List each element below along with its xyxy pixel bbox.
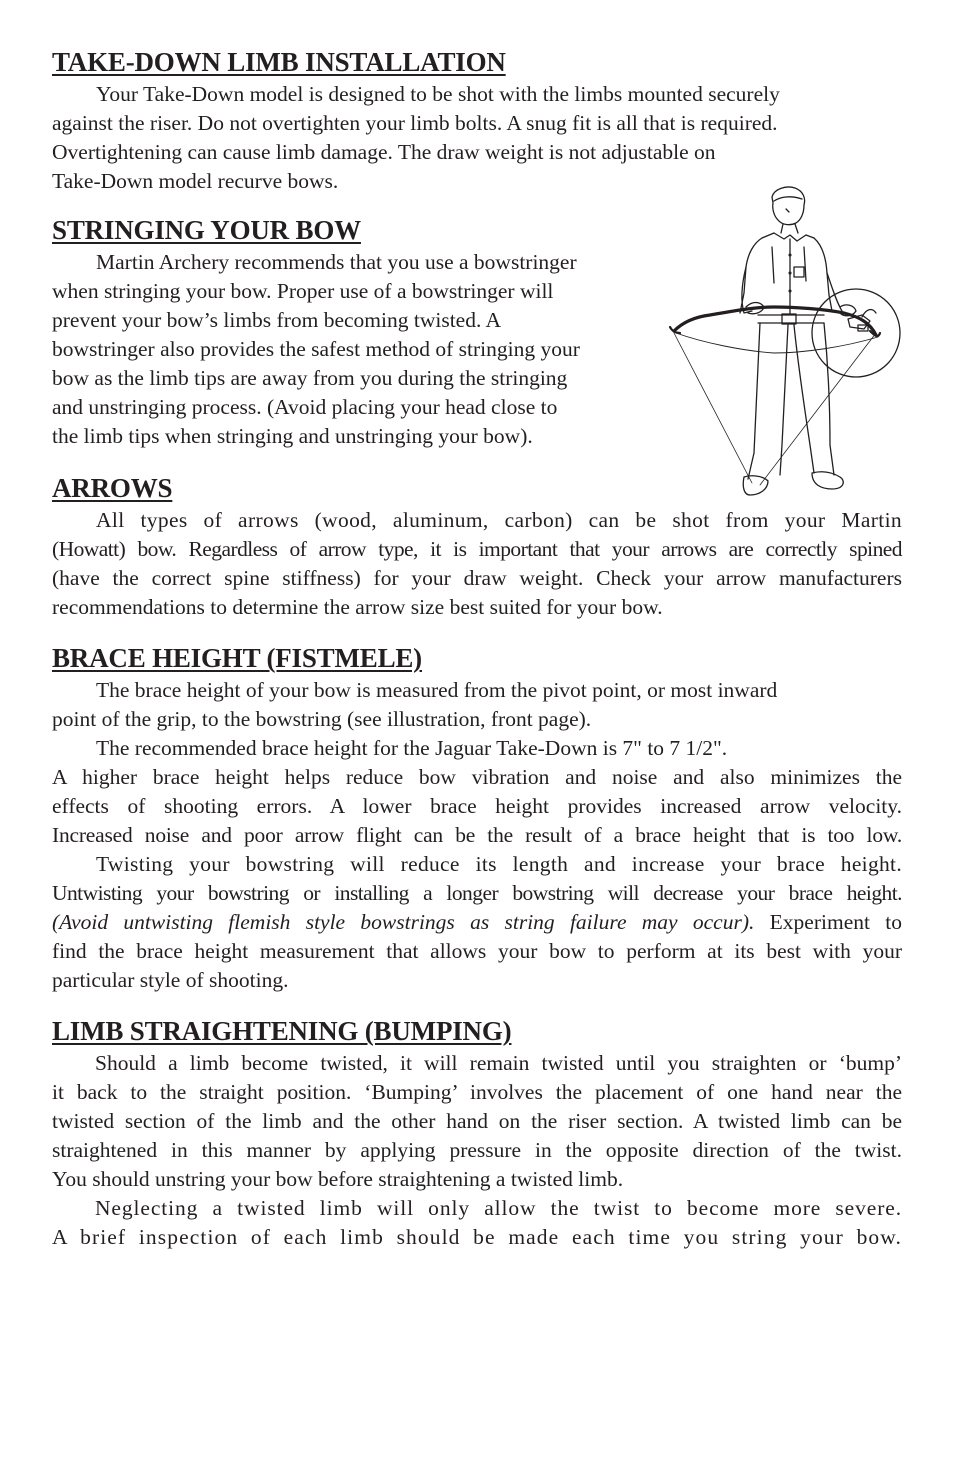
text-line: the limb tips when stringing and unstringing your bow).: [52, 424, 533, 448]
text-line: and unstringing process. (Avoid placing your head close to: [52, 395, 558, 419]
paragraph-limb-2: [52, 1194, 902, 1252]
text-line: point of the grip, to the bowstring (see illustration, front page).: [52, 707, 592, 731]
paragraph-arrows: [52, 506, 902, 622]
text-line: A higher brace height helps reduce bow vibration and noise and also minimizes the: [52, 765, 902, 789]
text-line: prevent your bow’s limbs from becoming twisted. A: [52, 308, 502, 332]
text-line: find the brace height measurement that allows your bow to perform at its best with your: [52, 939, 902, 963]
paragraph-brace-1: [52, 676, 902, 734]
text-line: bow as the limb tips are away from you during the stringing: [52, 366, 568, 390]
section-limb-straightening: [52, 1013, 902, 1252]
text-line: Should a limb become twisted, it will remain twisted until you straighten or ‘bump’: [95, 1051, 902, 1075]
section-takedown: [52, 44, 902, 196]
text-line: All types of arrows (wood, aluminum, carbon) can be shot from your Martin: [96, 508, 902, 532]
heading-stringing: STRINGING YOUR BOW: [52, 215, 361, 245]
section-brace-height: [52, 640, 902, 995]
heading-brace-height: BRACE HEIGHT (FISTMELE): [52, 643, 422, 673]
text-line: The recommended brace height for the Jaguar Take-Down is 7" to 7 1/2".: [96, 736, 728, 760]
text-line: The brace height of your bow is measured from the pivot point, or most inward: [96, 678, 778, 702]
paragraph-stringing: [52, 248, 652, 451]
italic-note: (Avoid untwisting flemish style bowstrings as string failure may occur).: [52, 910, 755, 934]
text-line: particular style of shooting.: [52, 968, 289, 992]
text-line: Neglecting a twisted limb will only allow the twist to become more severe.: [95, 1196, 902, 1220]
text-line: recommendations to determine the arrow size best suited for your bow.: [52, 595, 663, 619]
archer-using-bowstringer-illustration: [664, 183, 908, 505]
section-stringing: [52, 212, 652, 451]
text-line: You should unstring your bow before straightening a twisted limb.: [52, 1167, 624, 1191]
text-line: straightened in this manner by applying pressure in the opposite direction of the twist.: [52, 1138, 902, 1162]
text-line: (Howatt) bow. Regardless of arrow type, it is important that your arrows are correctly spined: [52, 537, 902, 561]
text-line: Increased noise and poor arrow flight can be the result of a brace height that is too low.: [52, 823, 902, 847]
text-line: it back to the straight position. ‘Bumping’ involves the placement of one hand near the: [52, 1080, 902, 1104]
text-line: against the riser. Do not overtighten your limb bolts. A snug fit is all that is required.: [52, 111, 778, 135]
paragraph-limb-1: [52, 1049, 902, 1194]
paragraph-brace-3: [52, 850, 902, 995]
text-line: Your Take-Down model is designed to be shot with the limbs mounted securely: [96, 82, 780, 106]
paragraph-takedown: [52, 80, 902, 196]
text-line: Take-Down model recurve bows.: [52, 169, 339, 193]
heading-arrows: ARROWS: [52, 473, 173, 503]
archer-illustration-icon: [664, 183, 908, 505]
text-line: Overtightening can cause limb damage. The draw weight is not adjustable on: [52, 140, 716, 164]
paragraph-brace-2: [52, 734, 902, 850]
text-line: bowstringer also provides the safest method of stringing your: [52, 337, 580, 361]
heading-takedown: TAKE-DOWN LIMB INSTALLATION: [52, 47, 506, 77]
text-line: twisted section of the limb and the other hand on the riser section. A twisted limb can be: [52, 1109, 902, 1133]
text-line: Twisting your bowstring will reduce its length and increase your brace height.: [96, 852, 902, 876]
text-line: Martin Archery recommends that you use a bowstringer: [96, 250, 577, 274]
text-line: A brief inspection of each limb should be made each time you string your bow.: [52, 1225, 902, 1249]
heading-limb-straightening: LIMB STRAIGHTENING (BUMPING): [52, 1016, 512, 1046]
text-line: when stringing your bow. Proper use of a bowstringer will: [52, 279, 554, 303]
text-line: (have the correct spine stiffness) for your draw weight. Check your arrow manufacturers: [52, 566, 902, 590]
text-fragment: Experiment to: [754, 910, 902, 934]
text-line-mixed: [52, 908, 902, 937]
text-line: Untwisting your bowstring or installing a longer bowstring will decrease your brace height.: [52, 881, 902, 905]
text-line: effects of shooting errors. A lower brace height provides increased arrow velocity.: [52, 794, 902, 818]
